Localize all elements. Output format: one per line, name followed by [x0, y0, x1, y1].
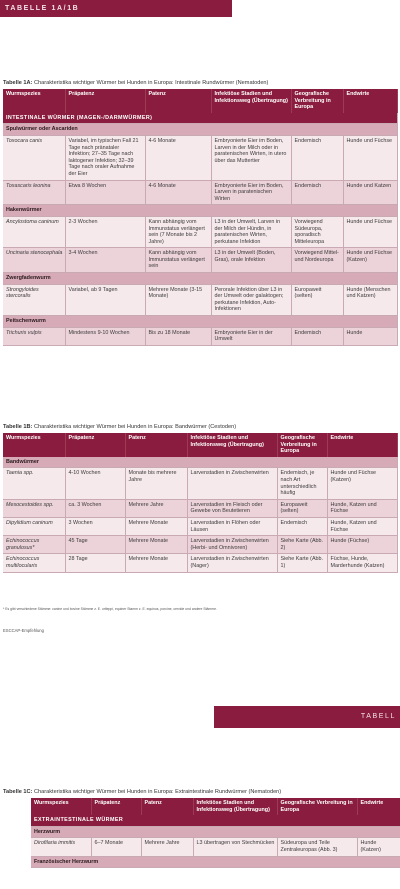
- table-1b-caption-text: Charakteristika wichtiger Würmer bei Hunden in Europa: Bandwürmer (Cestoden): [32, 424, 237, 430]
- table-1b-cell: Füchse, Hunde, Marderhunde (Katzen): [327, 554, 397, 572]
- table-1b-cell: ca. 3 Wochen: [65, 499, 125, 517]
- table-1b-header-cell: Infektiöse Stadien und Infektionsweg (Übertragung): [187, 433, 277, 457]
- table-1a-group-label: Zwergfadenwurm: [3, 273, 397, 285]
- table-1a-header-cell: Geografische Verbreitung in Europa: [291, 89, 343, 113]
- table-1a-species-cell: Strongyloides stercoralis: [3, 284, 65, 315]
- page-banner-c: TABELL: [214, 706, 400, 728]
- table-1b-cell: Mehrere Monate: [125, 517, 187, 535]
- table-1b-cell: Hunde und Füchse (Katzen): [327, 468, 397, 499]
- table-1b-species-cell: Taenia spp.: [3, 468, 65, 499]
- table-1a-group-row: [3, 273, 397, 285]
- table-1c-caption: [3, 789, 281, 795]
- table-1a-species-cell: Uncinaria stenocephala: [3, 248, 65, 273]
- table-1a-cell: Hunde und Katzen: [343, 180, 397, 205]
- table-1a-cell: Variabel, ab 9 Tagen: [65, 284, 145, 315]
- table-1a-cell: Embryonierte Eier im Boden, Larven in der Milch oder in paratenischen Wirten, in utero über das Muttertier: [211, 135, 291, 180]
- table-1a-header-cell: Endwirte: [343, 89, 397, 113]
- table-1c-header-cell: Infektiöse Stadien und Infektionsweg (Übertragung): [193, 798, 277, 815]
- table-1a: [3, 89, 398, 346]
- table-1b-cell: Larvenstadien in Zwischenwirten (Herbi- und Omnivoren): [187, 536, 277, 554]
- table-1a-cell: Kann abhängig vom Immunstatus verlängert sein: [145, 248, 211, 273]
- table-1a-header-cell: Präpatenz: [65, 89, 145, 113]
- table-1c-header-cell: Endwirte: [357, 798, 400, 815]
- table-1a-cell: Vorwiegend Mittel- und Nordeuropa: [291, 248, 343, 273]
- table-1a-cell: 4-6 Monate: [145, 180, 211, 205]
- table-1a-caption-text: Charakteristika wichtiger Würmer bei Hunden in Europa: Intestinale Rundwürmer (Nematoden): [32, 80, 269, 86]
- table-1a-caption: [3, 80, 268, 86]
- table-1b-cell: Larvenstadien in Zwischenwirten (Nager): [187, 554, 277, 572]
- table-1a-cell: Embryonierte Eier in der Umwelt: [211, 327, 291, 345]
- table-1a-cell: 2-3 Wochen: [65, 216, 145, 247]
- table-1b-cell: Endemisch: [277, 517, 327, 535]
- table-1b-header-cell: Endwirte: [327, 433, 397, 457]
- table-1a-row: [3, 327, 397, 345]
- table-1a-group-row: [3, 124, 397, 136]
- table-1c-header-row: [31, 798, 400, 815]
- table-1c-group-label: Herzwurm: [31, 826, 400, 838]
- table-1a-cell: Hunde und Füchse (Katzen): [343, 248, 397, 273]
- table-1a-row: [3, 248, 397, 273]
- table-1b-cell: 4-10 Wochen: [65, 468, 125, 499]
- table-1c-group-row: [31, 856, 400, 868]
- table-1b-cell: Larvenstadien in Zwischenwirten: [187, 468, 277, 499]
- table-1b-cell: Larvenstadien im Fleisch oder Gewebe von Beutetieren: [187, 499, 277, 517]
- table-1c-group-row: [31, 826, 400, 838]
- table-1b-cell: 28 Tage: [65, 554, 125, 572]
- table-1a-cell: L3 in der Umwelt (Boden, Gras), orale Infektion: [211, 248, 291, 273]
- table-1c-cell: Südeuropa und Teile Zentraleuropas (Abb. 3): [277, 838, 357, 856]
- table-1b-cell: Monate bis mehrere Jahre: [125, 468, 187, 499]
- table-1a-header-cell: Patenz: [145, 89, 211, 113]
- table-1a-cell: Endemisch: [291, 327, 343, 345]
- table-1a-cell: Endemisch: [291, 135, 343, 180]
- source-note: ESCCAP-Empfehlung: [3, 628, 44, 633]
- table-1b-cell: Mehrere Jahre: [125, 499, 187, 517]
- table-1a-header-cell: Wurmspezies: [3, 89, 65, 113]
- table-1a-species-cell: Trichuris vulpis: [3, 327, 65, 345]
- table-1b-caption: [3, 424, 236, 430]
- table-1b-cell: Hunde (Füchse): [327, 536, 397, 554]
- table-1a-body: [3, 113, 397, 346]
- table-1c-cell: Mehrere Jahre: [141, 838, 193, 856]
- table-1a-cell: Variabel, im typischen Fall 21 Tage nach pränataler Infektion; 27–35 Tage nach laktogener Infektion; 32–39 Tage nach oraler Aufnahme der Eier: [65, 135, 145, 180]
- table-1a-caption-label: Tabelle 1A:: [3, 80, 33, 86]
- table-1a-species-cell: Ancylostoma caninum: [3, 216, 65, 247]
- table-1c-body: [31, 815, 400, 867]
- table-1c-section-label: EXTRAINTESTINALE WÜRMER: [31, 815, 400, 826]
- table-1a-header-row: [3, 89, 397, 113]
- table-1c-row: [31, 838, 400, 856]
- table-1b-row: [3, 517, 397, 535]
- table-1b-cell: Hunde, Katzen und Füchse: [327, 517, 397, 535]
- table-1b-cell: Hunde, Katzen und Füchse: [327, 499, 397, 517]
- table-1a-group-row: [3, 316, 397, 328]
- table-1a-cell: Hunde und Füchse: [343, 216, 397, 247]
- table-1b-species-cell: Echinococcus granulosus*: [3, 536, 65, 554]
- table-1a-cell: Embryonierte Eier im Boden, Larven in paratenischen Wirten: [211, 180, 291, 205]
- table-1a-row: [3, 180, 397, 205]
- table-1c-group-label: Französischer Herzwurm: [31, 856, 400, 868]
- table-1b-header-row: [3, 433, 397, 457]
- table-1c-caption-label: Tabelle 1C:: [3, 789, 33, 795]
- table-1a-cell: Etwa 8 Wochen: [65, 180, 145, 205]
- table-1c-species-cell: Dirofilaria immitis: [31, 838, 91, 856]
- table-1a-cell: Mindestens 9-10 Wochen: [65, 327, 145, 345]
- table-1a-section-label: INTESTINALE WÜRMER (MAGEN-/DARMWÜRMER): [3, 113, 397, 124]
- table-1c-header-cell: Geografische Verbreitung in Europa: [277, 798, 357, 815]
- table-1b-row: [3, 499, 397, 517]
- table-1a-row: [3, 216, 397, 247]
- table-1a-species-cell: Toxascaris leonina: [3, 180, 65, 205]
- table-1c-cell: Hunde (Katzen): [357, 838, 400, 856]
- table-1a-cell: Hunde (Menschen und Katzen): [343, 284, 397, 315]
- table-1a-cell: L3 in der Umwelt, Larven in der Milch der Hündin, in paratenischen Wirten, perkutane Infektion: [211, 216, 291, 247]
- table-1a-section-row: [3, 113, 397, 124]
- table-1b-row: [3, 468, 397, 499]
- table-1b-cell: 45 Tage: [65, 536, 125, 554]
- table-1a-group-row: [3, 205, 397, 217]
- table-1b-cell: Endemisch, je nach Art unterschiedlich häufig: [277, 468, 327, 499]
- table-1a-group-label: Hakenwürmer: [3, 205, 397, 217]
- table-1a-cell: 3-4 Wochen: [65, 248, 145, 273]
- table-1a-cell: 4-6 Monate: [145, 135, 211, 180]
- table-1b-species-cell: Dipylidium caninum: [3, 517, 65, 535]
- table-1a-cell: Endemisch: [291, 180, 343, 205]
- table-1a-cell: Hunde und Füchse: [343, 135, 397, 180]
- table-1b-cell: Siehe Karte (Abb. 2): [277, 536, 327, 554]
- table-1b-header-cell: Wurmspezies: [3, 433, 65, 457]
- table-1a-group-label: Peitschenwurm: [3, 316, 397, 328]
- table-1a-cell: Europaweit (selten): [291, 284, 343, 315]
- table-1b-header-cell: Geografische Verbreitung in Europa: [277, 433, 327, 457]
- table-1a-species-cell: Toxocara canis: [3, 135, 65, 180]
- table-1c-caption-text: Charakteristika wichtiger Würmer bei Hunden in Europa: Extraintestinale Rundwürmer (Nematoden): [32, 789, 282, 795]
- table-1a-cell: Perorale Infektion über L3 in der Umwelt oder galaktogen; perkutane Infektion, Auto-Infektionen: [211, 284, 291, 315]
- table-1b-caption-label: Tabelle 1B:: [3, 424, 33, 430]
- table-1b-header-cell: Präpatenz: [65, 433, 125, 457]
- table-1a-header-cell: Infektiöse Stadien und Infektionsweg (Übertragung): [211, 89, 291, 113]
- table-1b-cell: Siehe Karte (Abb. 1): [277, 554, 327, 572]
- table-1b-group-label: Bandwürmer: [3, 457, 397, 468]
- table-1b-body: [3, 457, 397, 572]
- table-1c: [31, 798, 400, 868]
- table-1a-row: [3, 284, 397, 315]
- table-1a-cell: Bis zu 18 Monate: [145, 327, 211, 345]
- table-1c-header-cell: Präpatenz: [91, 798, 141, 815]
- table-1c-section-row: [31, 815, 400, 826]
- table-1b-header-cell: Patenz: [125, 433, 187, 457]
- page-banner: TABELLE 1A/1B: [0, 0, 232, 17]
- table-1b-cell: Larvenstadien in Flöhen oder Läusen: [187, 517, 277, 535]
- table-1a-cell: Mehrere Monate (3-15 Monate): [145, 284, 211, 315]
- table-1b-cell: Mehrere Monate: [125, 536, 187, 554]
- table-1a-cell: Kann abhängig vom Immunstatus verlängert sein (7 Monate bis 2 Jahre): [145, 216, 211, 247]
- table-1b-cell: 3 Wochen: [65, 517, 125, 535]
- table-1b-cell: Europaweit (selten): [277, 499, 327, 517]
- table-1a-row: [3, 135, 397, 180]
- table-1b-footnote: * Es gibt verschiedene Stämme: canine und bovine Stämme z. E. ortleppi, equiner Stamm z. E. equinus, porcine, cervide und andere Stämme.: [3, 607, 217, 611]
- table-1a-group-label: Spulwürmer oder Ascariden: [3, 124, 397, 136]
- table-1b: [3, 433, 398, 573]
- table-1b-species-cell: Echinococcus multilocularis: [3, 554, 65, 572]
- table-1b-row: [3, 536, 397, 554]
- table-1b-cell: Mehrere Monate: [125, 554, 187, 572]
- table-1a-cell: Hunde: [343, 327, 397, 345]
- table-1c-cell: 6–7 Monate: [91, 838, 141, 856]
- table-1b-group-row: [3, 457, 397, 468]
- table-1c-header-cell: Wurmspezies: [31, 798, 91, 815]
- table-1b-row: [3, 554, 397, 572]
- table-1b-species-cell: Mesocestoides spp.: [3, 499, 65, 517]
- table-1c-header-cell: Patenz: [141, 798, 193, 815]
- table-1a-cell: Vorwiegend Südeuropa, sporadisch Mitteleuropa: [291, 216, 343, 247]
- table-1c-cell: L3 übertragen von Stechmücken: [193, 838, 277, 856]
